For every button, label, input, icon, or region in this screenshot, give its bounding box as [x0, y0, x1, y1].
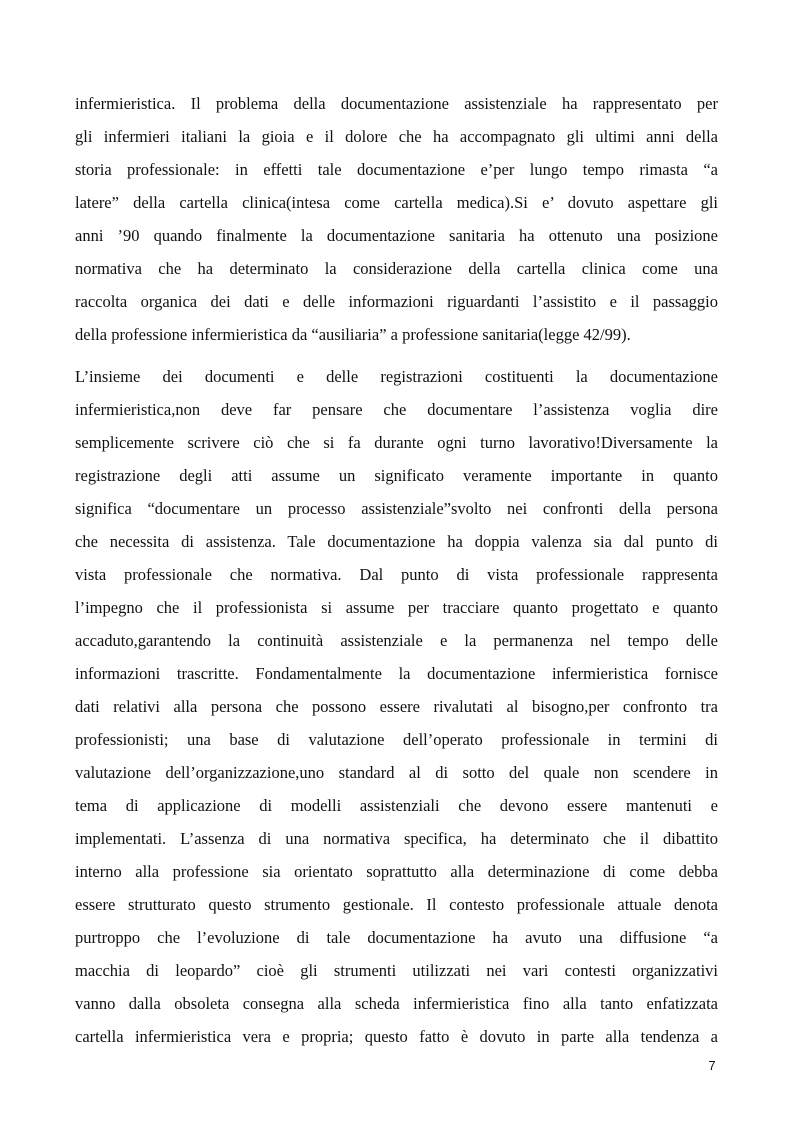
text-line: valutazione dell’organizzazione,uno standard al di sotto del quale non scendere in: [75, 763, 718, 782]
text-line: vista professionale che normativa. Dal punto di vista professionale rappresenta: [75, 565, 718, 584]
text-line: cartella infermieristica vera e propria; questo fatto è dovuto in parte alla tendenza a: [75, 1027, 718, 1046]
text-line: professionisti; una base di valutazione dell’operato professionale in termini di: [75, 730, 718, 749]
text-line: infermieristica,non deve far pensare che documentare l’assistenza voglia dire: [75, 400, 718, 419]
text-line: raccolta organica dei dati e delle informazioni riguardanti l’assistito e il passaggio: [75, 292, 718, 311]
text-line: L’insieme dei documenti e delle registrazioni costituenti la documentazione: [75, 367, 718, 386]
text-line: della professione infermieristica da “ausiliaria” a professione sanitaria(legge 42/99).: [75, 325, 631, 344]
text-line: purtroppo che l’evoluzione di tale documentazione ha avuto una diffusione “a: [75, 928, 718, 947]
text-line: che necessita di assistenza. Tale documentazione ha doppia valenza sia dal punto di: [75, 532, 718, 551]
page-number: 7: [708, 1058, 716, 1073]
text-line: dati relativi alla persona che possono essere rivalutati al bisogno,per confronto tra: [75, 697, 718, 716]
text-line: accaduto,garantendo la continuità assistenziale e la permanenza nel tempo delle: [75, 631, 718, 650]
text-line: l’impegno che il professionista si assume per tracciare quanto progettato e quanto: [75, 598, 718, 617]
text-line: infermieristica. Il problema della documentazione assistenziale ha rappresentato per: [75, 94, 718, 113]
text-line: vanno dalla obsoleta consegna alla scheda infermieristica fino alla tanto enfatizzata: [75, 994, 718, 1013]
text-line: semplicemente scrivere ciò che si fa durante ogni turno lavorativo!Diversamente la: [75, 433, 718, 452]
text-line: informazioni trascritte. Fondamentalmente la documentazione infermieristica fornisce: [75, 664, 718, 683]
text-line: registrazione degli atti assume un significato veramente importante in quanto: [75, 466, 718, 485]
text-line: normativa che ha determinato la considerazione della cartella clinica come una: [75, 259, 718, 278]
text-line: latere” della cartella clinica(intesa come cartella medica).Si e’ dovuto aspettare gli: [75, 193, 718, 212]
text-line: significa “documentare un processo assistenziale”svolto nei confronti della persona: [75, 499, 718, 518]
text-line: interno alla professione sia orientato soprattutto alla determinazione di come debba: [75, 862, 718, 881]
text-line: gli infermieri italiani la gioia e il dolore che ha accompagnato gli ultimi anni della: [75, 127, 718, 146]
text-line: macchia di leopardo” cioè gli strumenti utilizzati nei vari contesti organizzativi: [75, 961, 718, 980]
text-line: tema di applicazione di modelli assistenziali che devono essere mantenuti e: [75, 796, 718, 815]
text-line: essere strutturato questo strumento gestionale. Il contesto professionale attuale denota: [75, 895, 718, 914]
text-line: storia professionale: in effetti tale documentazione e’per lungo tempo rimasta “a: [75, 160, 718, 179]
text-line: anni ’90 quando finalmente la documentazione sanitaria ha ottenuto una posizione: [75, 226, 718, 245]
text-line: implementati. L’assenza di una normativa specifica, ha determinato che il dibattito: [75, 829, 718, 848]
